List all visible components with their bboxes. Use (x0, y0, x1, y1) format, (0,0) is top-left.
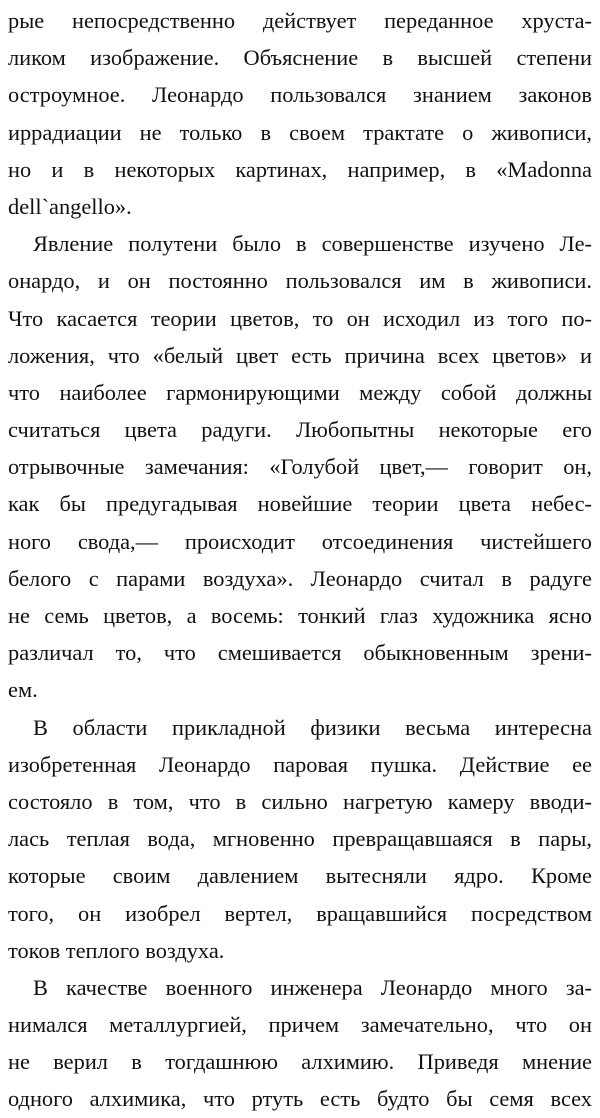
text-line: ложения, что «белый цвет есть причина всех цветов» и (8, 342, 592, 368)
text-line: ликом изображение. Объяснение в высшей степени (8, 45, 592, 71)
text-line: различал то, что смешивается обыкновенным зрени- (8, 640, 592, 666)
text-line: остроумное. Леонардо пользовался знанием законов (8, 82, 592, 108)
text-line: dell`angello». (8, 193, 132, 219)
text-line: ного свода,— происходит отсоединения чистейшего (8, 528, 592, 554)
text-line: как бы предугадывая новейшие теории цвета небес- (8, 491, 592, 517)
text-line: ем. (8, 677, 38, 703)
text-line: считаться цвета радуги. Любопытны некоторые его (8, 417, 592, 443)
text-line: одного алхимика, что ртуть есть будто бы семя всех (8, 1086, 592, 1112)
text-line: состояло в том, что в сильно нагретую камеру вводи- (8, 788, 592, 814)
text-line: но и в некоторых картинах, например, в «Madonna (8, 156, 592, 182)
text-line: нимался металлургией, причем замечательно, что он (8, 1012, 592, 1038)
text-line: лась теплая вода, мгновенно превращавшаяся в пары, (8, 826, 592, 852)
text-line: токов теплого воздуха. (8, 937, 225, 963)
text-line: того, он изобрел вертел, вращавшийся посредством (8, 900, 592, 926)
text-line: не верил в тогдашнюю алхимию. Приведя мнение (8, 1049, 592, 1075)
text-line: рые непосредственно действует переданное хруста- (8, 8, 592, 33)
text-line: В качестве военного инженера Леонардо много за- (33, 974, 592, 1000)
text-line: которые своим давлением вытесняли ядро. Кроме (8, 863, 592, 889)
text-line: Что касается теории цветов, то он исходил из того по- (8, 305, 592, 331)
text-line: белого с парами воздуха». Леонардо считал в радуге (8, 565, 592, 591)
text-line: Явление полутени было в совершенстве изучено Ле- (33, 231, 592, 257)
text-line: В области прикладной физики весьма интересна (33, 714, 592, 740)
text-line: что наиболее гармонирующими между собой должны (8, 379, 592, 405)
text-line: изобретенная Леонардо паровая пушка. Действие ее (8, 751, 592, 777)
text-line: онардо, и он постоянно пользовался им в живописи. (8, 268, 592, 294)
text-line: отрывочные замечания: «Голубой цвет,— говорит он, (8, 454, 592, 480)
book-page (8, 2, 592, 1118)
text-line: не семь цветов, а восемь: тонкий глаз художника ясно (8, 603, 592, 628)
text-line: иррадиации не только в своем трактате о живописи, (8, 119, 592, 145)
